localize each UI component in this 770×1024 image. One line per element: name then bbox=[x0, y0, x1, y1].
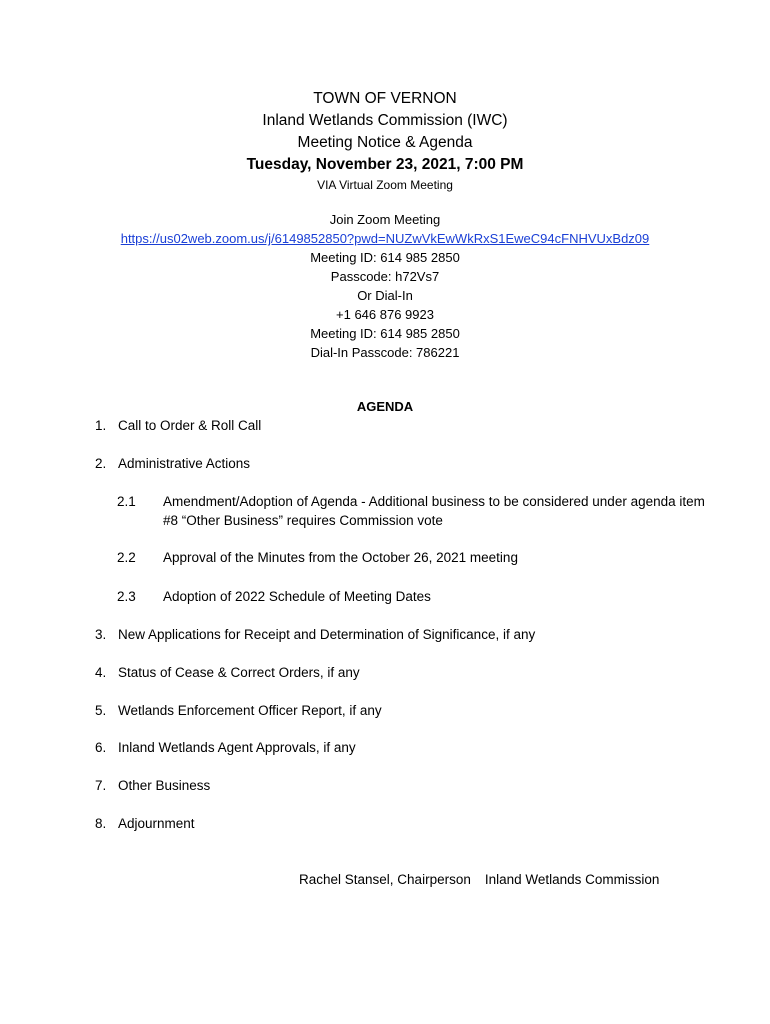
agenda-item-text: Status of Cease & Correct Orders, if any bbox=[118, 665, 360, 680]
signatory-organization: Inland Wetlands Commission bbox=[484, 872, 660, 887]
zoom-meeting-link[interactable]: https://us02web.zoom.us/j/6149852850?pwd=NUZwVkEwWkRxS1EweC94cFNHVUxBdz09 bbox=[120, 231, 650, 246]
agenda-item-text: Administrative Actions bbox=[118, 456, 251, 471]
zoom-details bbox=[0, 210, 770, 362]
passcode: Passcode: h72Vs7 bbox=[330, 269, 440, 284]
agenda-title: AGENDA bbox=[356, 399, 414, 414]
agenda-item-number: 8. bbox=[95, 816, 107, 831]
agenda-subitem-number: 2.1 bbox=[117, 494, 136, 509]
agenda-subitem-number: 2.2 bbox=[117, 550, 136, 565]
meeting-id-dial: Meeting ID: 614 985 2850 bbox=[310, 326, 460, 341]
notice-title: Meeting Notice & Agenda bbox=[297, 134, 473, 151]
meeting-date: Tuesday, November 23, 2021, 7:00 PM bbox=[246, 156, 524, 173]
document-header bbox=[0, 88, 770, 194]
signatory-name: Rachel Stansel, Chairperson bbox=[299, 872, 471, 887]
agenda-item-number: 7. bbox=[95, 778, 107, 793]
meeting-venue: VIA Virtual Zoom Meeting bbox=[317, 178, 453, 192]
agenda-item-number: 4. bbox=[95, 665, 107, 680]
commission-name: Inland Wetlands Commission (IWC) bbox=[262, 112, 508, 129]
signature-line bbox=[299, 870, 659, 889]
agenda-subitem-text: Amendment/Adoption of Agenda - Additional business to be considered under agenda item #8 “Other Business” requires Commission vote bbox=[163, 494, 705, 528]
agenda-item-text: Adjournment bbox=[118, 816, 195, 831]
agenda-subitem-text: Approval of the Minutes from the October 26, 2021 meeting bbox=[163, 550, 518, 565]
agenda-item-text: Call to Order & Roll Call bbox=[118, 418, 262, 433]
agenda-subitem-number: 2.3 bbox=[117, 589, 136, 604]
town-name: TOWN OF VERNON bbox=[313, 90, 457, 107]
agenda-item-number: 6. bbox=[95, 740, 107, 755]
agenda-item-number: 3. bbox=[95, 627, 107, 642]
dial-in-phone: +1 646 876 9923 bbox=[336, 307, 434, 322]
meeting-id: Meeting ID: 614 985 2850 bbox=[310, 250, 460, 265]
agenda-subitem-text: Adoption of 2022 Schedule of Meeting Dates bbox=[163, 589, 431, 604]
agenda-item-text: Wetlands Enforcement Officer Report, if any bbox=[118, 703, 382, 718]
or-dial-in: Or Dial-In bbox=[357, 288, 413, 303]
dial-in-passcode: Dial-In Passcode: 786221 bbox=[310, 345, 460, 360]
agenda-item-number: 2. bbox=[95, 456, 107, 471]
agenda-item-text: Inland Wetlands Agent Approvals, if any bbox=[118, 740, 356, 755]
join-zoom-label: Join Zoom Meeting bbox=[329, 212, 441, 227]
agenda-item-text: New Applications for Receipt and Determination of Significance, if any bbox=[118, 627, 536, 642]
agenda-item-number: 5. bbox=[95, 703, 107, 718]
agenda-item-text: Other Business bbox=[118, 778, 211, 793]
agenda-item-number: 1. bbox=[95, 418, 107, 433]
